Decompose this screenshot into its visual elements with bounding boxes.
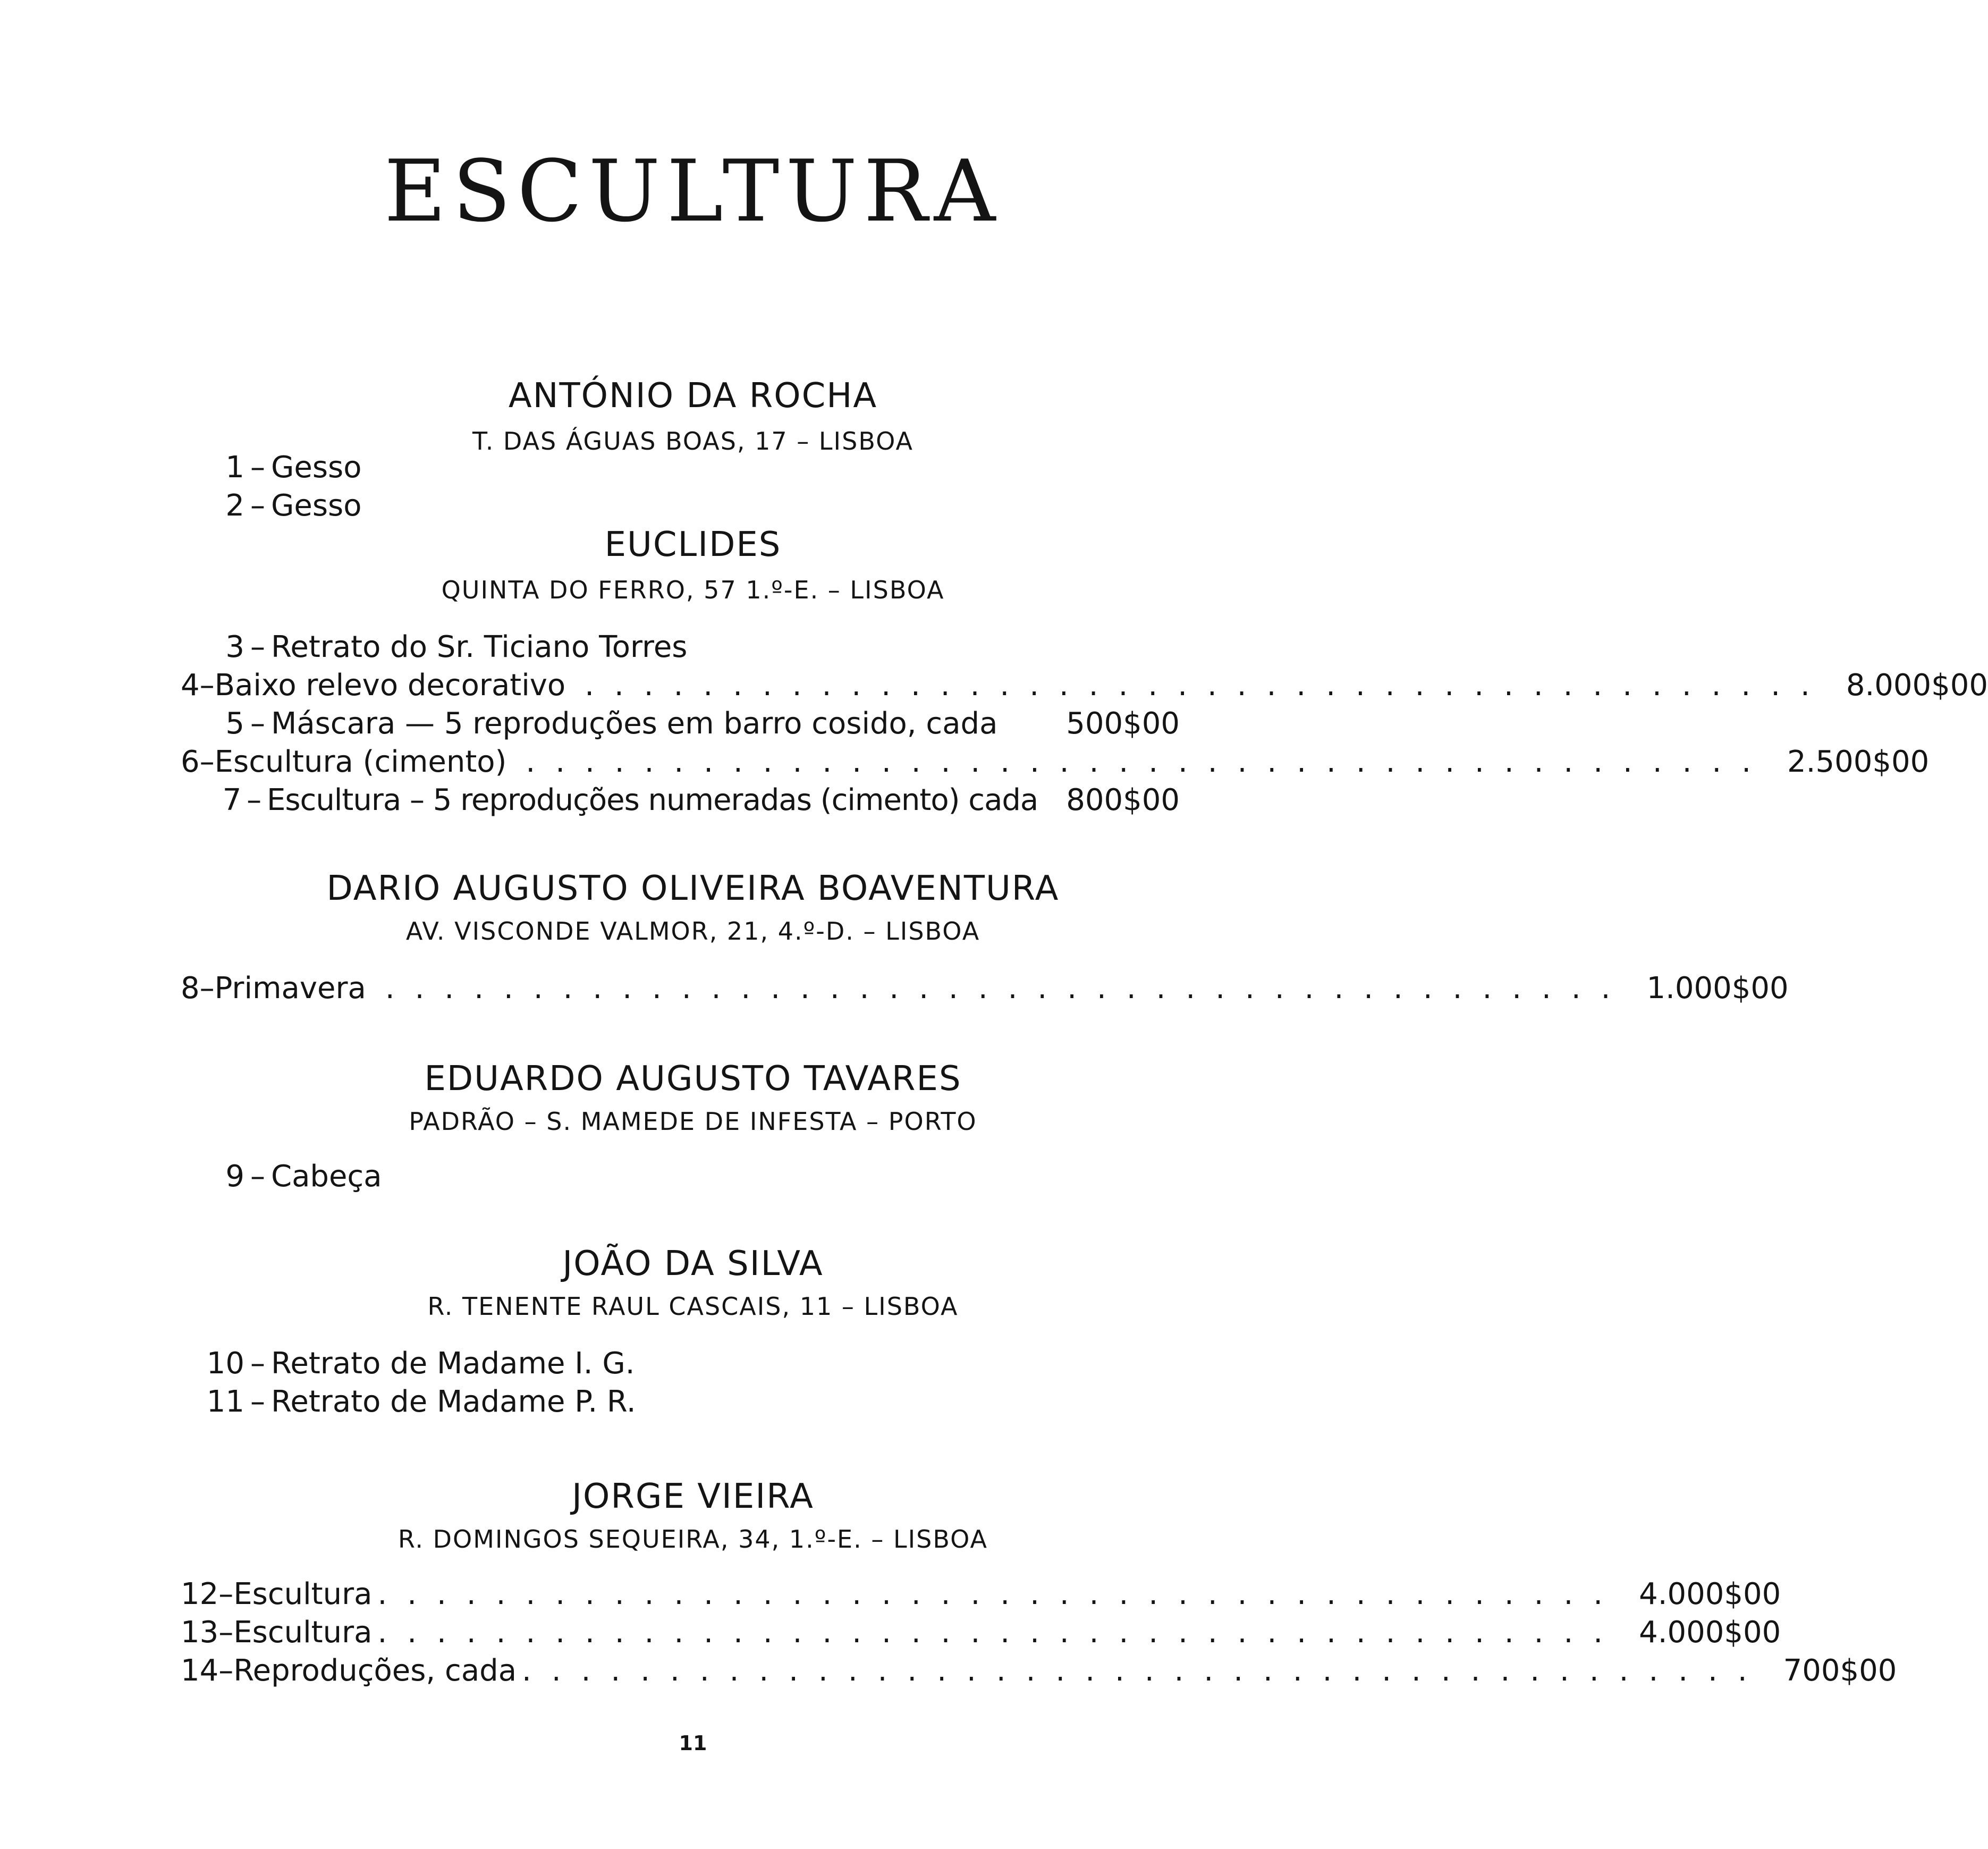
list-item (181, 781, 1180, 820)
artist-address: T. DAS ÁGUAS BOAS, 17 – LISBOA (472, 427, 913, 455)
item-price: 700$00 (1783, 1653, 1897, 1688)
list-item (181, 487, 1180, 525)
artist-address: R. TENENTE RAUL CASCAIS, 11 – LISBOA (427, 1292, 959, 1321)
item-price: 4.000$00 (1639, 1615, 1781, 1650)
list-item (181, 1345, 1180, 1383)
item-number: 3 (225, 630, 244, 664)
item-number: 2 (225, 488, 244, 523)
artist-name: EUCLIDES (604, 525, 782, 564)
item-title: Retrato de Madame I. G. (271, 1346, 635, 1381)
dot-leader: .......................................... (377, 1615, 1623, 1650)
artist-name: EDUARDO AUGUSTO TAVARES (424, 1059, 962, 1099)
item-title: Cabeça (271, 1159, 382, 1194)
dash-separator: – (250, 630, 265, 664)
dash-separator: – (247, 783, 262, 817)
item-number: 4 (181, 668, 200, 703)
item-title: Gesso (271, 488, 362, 523)
item-title: Retrato de Madame P. R. (271, 1384, 636, 1419)
item-title: Escultura (233, 1615, 373, 1650)
item-number: 6 (181, 745, 200, 779)
list-item (181, 666, 1988, 705)
item-price: 4.000$00 (1639, 1577, 1781, 1611)
item-number: 7 (222, 783, 242, 817)
dash-separator: – (199, 745, 215, 779)
item-title: Baixo relevo decorativo (214, 668, 566, 703)
item-title: Reproduções, cada (233, 1653, 517, 1688)
list-item (181, 705, 1180, 743)
item-price: 2.500$00 (1787, 745, 1930, 779)
artist-address: PADRÃO – S. MAMEDE DE INFESTA – PORTO (409, 1107, 977, 1136)
dot-leader: .......................................... (377, 1577, 1623, 1611)
item-number: 5 (225, 706, 244, 741)
page-number: 11 (679, 1732, 707, 1755)
artist-name: ANTÓNIO DA ROCHA (508, 376, 878, 416)
item-number: 13 (181, 1615, 219, 1650)
item-number: 10 (206, 1346, 244, 1381)
dash-separator: – (250, 1159, 265, 1194)
list-item (181, 1614, 1781, 1652)
dash-separator: – (199, 668, 215, 703)
artist-name: JORGE VIEIRA (572, 1477, 814, 1516)
item-number: 8 (181, 971, 200, 1006)
item-title: Escultura – 5 reproduções numeradas (cimento) cada (266, 783, 1038, 817)
artist-address: QUINTA DO FERRO, 57 1.º-E. – LISBOA (441, 576, 945, 604)
item-title: Máscara — 5 reproduções em barro cosido, cada (271, 706, 998, 741)
list-item (181, 449, 1180, 487)
list-item (181, 628, 1180, 666)
artist-name: DARIO AUGUSTO OLIVEIRA BOAVENTURA (326, 869, 1060, 908)
dot-leader: .......................................... (522, 1653, 1767, 1688)
list-item (181, 743, 1930, 781)
item-title: Primavera (214, 971, 366, 1006)
dash-separator: – (250, 488, 265, 523)
item-title: Gesso (271, 450, 362, 485)
dash-separator: – (250, 706, 265, 741)
dot-leader: .......................................... (585, 668, 1830, 703)
item-title: Retrato do Sr. Ticiano Torres (271, 630, 688, 664)
dash-separator: – (218, 1653, 234, 1688)
artist-address: AV. VISCONDE VALMOR, 21, 4.º-D. – LISBOA (405, 917, 980, 945)
dash-separator: – (250, 450, 265, 485)
dash-separator: – (199, 971, 215, 1006)
list-item (181, 1383, 1180, 1421)
item-number: 11 (206, 1384, 244, 1419)
list-item (181, 969, 1789, 1008)
artist-name: JOÃO DA SILVA (562, 1244, 824, 1284)
dash-separator: – (250, 1384, 265, 1419)
item-number: 14 (181, 1653, 219, 1688)
item-number: 12 (181, 1577, 219, 1611)
dot-leader: .......................................... (385, 971, 1631, 1006)
dash-separator: – (218, 1577, 234, 1611)
page-title: ESCULTURA (384, 141, 1002, 241)
item-price: 8.000$00 (1846, 668, 1988, 703)
item-number: 9 (225, 1159, 244, 1194)
list-item (181, 1575, 1781, 1614)
item-title: Escultura (cimento) (214, 745, 507, 779)
artist-address: R. DOMINGOS SEQUEIRA, 34, 1.º-E. – LISBOA (398, 1525, 988, 1554)
dot-leader: .......................................... (526, 745, 1772, 779)
item-price: 500$00 (1066, 706, 1180, 741)
item-number: 1 (225, 450, 244, 485)
dash-separator: – (250, 1346, 265, 1381)
item-title: Escultura (233, 1577, 373, 1611)
item-price: 800$00 (1066, 783, 1180, 817)
dash-separator: – (218, 1615, 234, 1650)
list-item (181, 1158, 1180, 1196)
item-price: 1.000$00 (1646, 971, 1789, 1006)
list-item (181, 1652, 1897, 1690)
